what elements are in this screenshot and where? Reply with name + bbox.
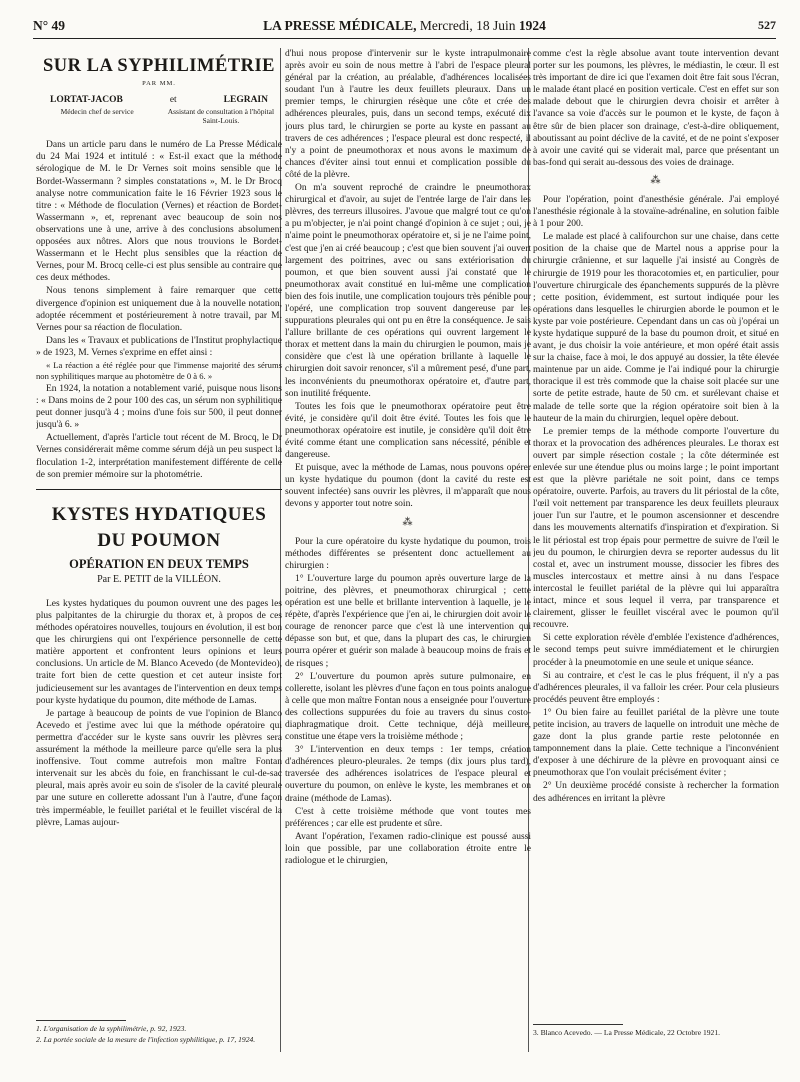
author-lortat-jacob: LORTAT-JACOB [50,95,123,106]
affiliations [36,106,282,125]
paragraph: d'hui nous propose d'intervenir sur le kyste intrapulmonaire après avoir eu soin de nous mettre à l'abri de l'espace pleural général par la création, au préalable, d'adhérences localisées soudant l'un à l'autre les deux feuillets pleuraux. Dans un premier temps, le chirurgien résèque une côte et crée des adhérences pleurales, puis, dans un second temps, exécuté dix jours plus tard, le chirurgien se porte au kyste en passant au travers de ces adhérences ; l'espace pleural est donc respecté, il n'y a point de pneumothorax et nous avons le maximum de chances d'éviter ainsi tout ennui et complication possible du côté de la plèvre. [285,49,531,180]
paragraph: Le malade est placé à califourchon sur une chaise, dans cette position de la chaise que de Martel nous a apprise pour la chirurgie crânienne, et sur laquelle j'ai insisté au Congrès de chirurgie de 1919 pour les thoracotomies et, en particulier, pour l'ouverture chirurgicale des épanchements suppurés de la plèvre ; cette position, évidemment, est surtout indiquée pour les opérations dans lesquelles le chirurgien aborde le poumon et le kyste par voie postérieure. Cependant dans un cas où j'opérai un kyste hydatique suppuré de la base du poumon droit, et situé en avant, je dus choisir la voie antérieure, et mon opéré était assis sur la chaise, face à moi, le dos appuyé au dossier, la tête élevée maintenue par un aide. Comme je l'ai indiqué pour la chirurgie thoracique il est très commode que la chaise soit placée sur une sorte de petite estrade, haute de 50 cm. et surélevant chaise et malade de telle sorte que la région opératoire soit bien à la hauteur de la main du chirurgien, lequel opère debout. [533,232,779,424]
footnote-2: 2. La portée sociale de la mesure de l'infection syphilitique, p. 17, 1924. [36,1034,256,1044]
paragraph: Le premier temps de la méthode comporte l'ouverture du thorax et la provocation des adhérences pleurales. Le thorax est ouvert par simple résection costale ; la côte déterminée est enlevée sur une étendue plus ou moins large ; le point important est que la plèvre pariétale ne soit point, dans ce temps opératoire, ouverte. Parfois, au travers du lit périostal de la côte, l'œil voit nettement par transparence les deux feuillets pleuraux jouer l'un sur l'autre, et le poumon ascensionner et descendre dans les mouvements alternatifs d'inspiration et d'expiration. Si le lit périostal est trop épais pour permettre de suivre de l'œil le jeu du poumon, le chirurgien devra se reporter audessus du lit costal et, avec un instrument mousse, dissocier les fibres des muscles intercostaux et mettre ainsi à nu dans l'espace intercostal le feuillet pariétal de la plèvre qui lui apparaîtra intact, mince et sous lequel il verra, par transparence et clairement, glisser le feuillet viscéral avec le poumon qu'il recouvre. [533,426,779,631]
paragraph: Toutes les fois que le pneumothorax opératoire peut être évité, je considère qu'il doit être évité. Toutes les fois que le pneumothorax opératoire est inutile, je considère qu'il doit être évité comme étant une complication sans nécessité, pénible et dangereuse. [285,401,531,461]
column-2 [285,48,531,1048]
paragraph: Dans les « Travaux et publications de l'Institut prophylactique » de 1923, M. Vernes s'exprime en effet ainsi : [36,335,282,358]
list-item: 1° Ou bien faire au feuillet pariétal de la plèvre une toute petite incision, au travers de laquelle on introduit une mèche de gaze dont la plus grande partie reste pelotonnée en tamponnement dans la plaie. Cette technique a l'inconvénient d'exposer à une déchirure de la plèvre en provoquant ainsi ce pneumothorax que l'on voulait précisément éviter ; [533,707,779,779]
paragraph: Si au contraire, et c'est le cas le plus fréquent, il n'y a pas d'adhérences pleurales, il va falloir les créer. Pour cela plusieurs procédés peuvent être employés : [533,670,779,705]
paragraph: Pour l'opération, point d'anesthésie générale. J'ai employé l'anesthésie régionale à la stovaïne-adrénaline, en solution faible à 1 pour 200. [533,194,779,230]
article-title-kystes-line1: KYSTES HYDATIQUES [51,503,267,525]
paragraph: Nous tenons simplement à faire remarquer que cette divergence d'opinion est uniquement due à la nouvelle notation, adoptée récemment et postérieurement à notre travail, par M. Vernes pour sa réaction de floculation. [36,286,282,333]
page-number: 527 [758,18,776,32]
issue-date: Mercredi, 18 Juin [416,18,519,33]
paragraph: Avant l'opération, l'examen radio-clinique est poussé aussi loin que possible, par une collaboration étroite entre le radiologue et le chirurgien, [285,831,531,866]
issue-number: N° 49 [33,18,66,33]
journal-name: LA PRESSE MÉDICALE, [263,18,417,33]
footnote-rule [533,1024,623,1025]
paragraph: Je partage à beaucoup de points de vue l'opinion de Blanco Acevedo et j'estime avec lui que la méthode opératoire qui permettra d'accéder sur le kyste sans ouvrir les plèvres sera assurément la méthode la meilleure parce qu'elle sera la plus inoffensive. Tout comme autrefois mon maître Fontan intervenait sur les abcès du foie, en franchissant le cul-de-sac pleural, mais après avoir eu soin de s'isoler de la cavité pleurale par une suture en collerette adossant l'un à l'autre, d'une façon très imperméable, le feuillet pariétal et le feuillet viscéral de la plèvre, Lamas aujour- [36,708,282,828]
footnotes [36,1010,282,1045]
journal-masthead [33,18,776,34]
list-item: 3° L'intervention en deux temps : 1er temps, création d'adhérences pleuro-pleurales. 2e temps (dix jours plus tard), traversée des adhérences isolatrices de l'espace pleural et ouverture du poumon, on enlève le kyste, les membranes et on draine (méthode de Lamas). [285,745,531,804]
section-asterism: ⁂ [402,516,414,528]
section-asterism: ⁂ [650,174,662,186]
footnote-1: 1. L'organisation de la syphilimétrie, p. 92, 1923. [36,1024,187,1033]
byline: Par E. PETIT de la VILLÉON. [97,573,221,585]
article-separator [36,489,282,490]
paragraph: Dans un article paru dans le numéro de La Presse Médicale du 24 Mai 1924 et intitulé : « Est-il exact que la méthode sérologique de M. le Dr Vernes soit moins sensible que le Bordet-Wassermann ? simples constatations », M. le Dr Brocq analyse notre communication faite le 16 Février 1923 sous le titre : « Méthode de floculation (Vernes) et réaction de Bordet-Wassermann », et, reprenant avec beaucoup de soin nos observations une à une, arrive à des conclusions absolument opposées aux nôtres. Alors que nous trouvions le Bordet-Wassermann et le Hecht plus sensibles que la réaction de Vernes, pour M. Brocq celle-ci est plus sensible au contraire que ces deux méthodes. [36,140,282,284]
article-title-syphilimetrie: SUR LA SYPHILIMÉTRIE [42,56,276,76]
list-item: 1° L'ouverture large du poumon après ouverture large de la poitrine, des plèvres, et pneumothorax chirurgical ; cette opération est une belle et brillante intervention à laquelle, je le répète, d'après l'expérience que j'en ai, le chirurgien doit avoir le courage de renoncer parce que c'est là une intervention qui dépasse son but, et que, dans la plupart des cas, le chirurgien pourra opérer et guérir son malade à beaucoup moins de frais et de risques ; [285,573,531,669]
author-conjunction: et [169,95,177,106]
affiliation-1: Médecin chef de service [60,107,134,117]
quotation: « La réaction a été réglée pour que l'immense majorité des sérums non syphilitiques marque au photomètre de 0 à 6. » [36,359,282,381]
paragraph: C'est à cette troisième méthode que vont toutes mes préférences ; car elle est prudente et sûre. [285,806,531,829]
author-legrain: LEGRAIN [223,95,268,106]
article-title-kystes-line2: DU POUMON [97,529,221,551]
affiliation-2: Assistant de consultation à l'hôpital Saint-Louis. [167,107,275,126]
paragraph: Et puisque, avec la méthode de Lamas, nous pouvons opérer un kyste hydatique du poumon (dont la cavité du reste est souvent infectée) sans ouvrir les plèvres, il m'apparaît que nous devons y apporter tout notre soin. [285,463,531,510]
footnote-3: 3. Blanco Acevedo. — La Presse Médicale, 22 Octobre 1921. [533,1028,721,1037]
footnote-rule [36,1020,126,1021]
footnotes [533,1014,779,1039]
article-subtitle: OPÉRATION EN DEUX TEMPS [69,556,249,571]
paragraph: En 1924, la notation a notablement varié, puisque nous lisons : « Dans moins de 2 pour 100 des cas, un sérum non syphilitique peut donner jusqu'à 4 ; moins d'une fois sur 500, il peut donner jusqu'à 6. » [36,383,282,431]
list-item: 2° Un deuxième procédé consiste à rechercher la formation des adhérences en irritant la plèvre [533,781,779,804]
paragraph: Si cette exploration révèle d'emblée l'existence d'adhérences, le second temps peut suivre immédiatement et le chirurgien procéder à la pneumotomie en une seule et unique séance. [533,633,779,668]
paragraph: comme c'est la règle absolue avant toute intervention devant porter sur les poumons, les plèvres, le médiastin, le cœur. Il est très important de dire ici que l'examen doit être fait sous l'écran, le malade étant placé en position verticale. C'est en effet sur son malade debout que le chirurgien devra choisir et arrêter à l'avance sa voie d'accès sur le poumon et le kyste, de façon à être sûr de bien placer son drainage, c'est-à-dire obliquement, aboutissant au point déclive de la cavité, et de ne point s'exposer à avoir une cavité qui se viderait mal, parce que présentant un bas-fond qui serait au-dessous des voies de drainage. [533,49,779,168]
paragraph: Pour la cure opératoire du kyste hydatique du poumon, trois méthodes différentes se présentent donc actuellement au chirurgien : [285,536,531,571]
par-mm: PAR MM. [142,80,176,88]
list-item: 2° L'ouverture du poumon après suture pulmonaire, en collerette, isolant les plèvres d'une façon en tous points analogue à celle que mon maître Fontan nous a enseignée pour l'ouverture des collections suppurées du foie au travers du sinus costo-diaphragmatique droit. Cette technique, déjà meilleure, constitue une étape vers la troisième méthode ; [285,671,531,743]
page-header [33,14,776,39]
paragraph: On m'a souvent reproché de craindre le pneumothorax chirurgical et d'avoir, au sujet de l'entrée large de l'air dans les plèvres, des terreurs illusoires. J'avoue que malgré tout ce qu'on a pu m'objecter, je n'ai point changé d'opinion à ce sujet ; oui, je n'aime point le pneumothorax opératoire et, si je ne l'aime point, c'est que j'en ai créé beaucoup ; c'est que bien souvent j'ai ouvert largement des poitrines, avec ou sans extériorisation du poumon, et que bien souvent aussi j'ai constaté que le pneumothorax avait constitué en lui-même une complication bien des fois inutile, une complication toujours très pénible pour l'opéré, une complication trop souvent dangereuse par les suppurations pleurales qui ont pu en être la conséquence. Je sais l'allure brillante de ces opérations qui ouvrent largement le thorax et mettent dans la main du chirurgien le poumon, mais je considère que c'est là une opération brillante à laquelle le chirurgien doit savoir renoncer, s'il a mûrement pesé, d'une part, les inconvénients du pneumothorax opératoire et, d'autre part, son inutilité fréquente. [285,183,531,399]
authors [36,94,282,106]
column-1 [36,48,282,1048]
issue-year: 1924 [518,18,546,33]
column-3 [533,48,779,1048]
paragraph: Les kystes hydatiques du poumon ouvrent une des pages les plus palpitantes de la chirurgie du thorax et, à propos de ces méthodes opératoires nouvelles, toujours en évolution, il est bon que les chirurgiens qui ont l'expérience personnelle de cette matière apportent et confrontent leurs opinions et leurs conclusions. Un article de M. Blanco Acevedo (de Montevideo), traite fort bien de cette question et cet auteur insiste fort judicieusement sur les avantages de l'intervention en deux temps pour kyste hydatique du poumon, dite méthode de Lamas. [36,598,282,706]
paragraph: Actuellement, d'après l'article tout récent de M. Brocq, le Dr Vernes considérerait même comme sérum déjà un peu suspect la floculation 1-2, interprétation manifestement différente de celle de son premier mémoire sur la photométrie. [36,433,282,480]
